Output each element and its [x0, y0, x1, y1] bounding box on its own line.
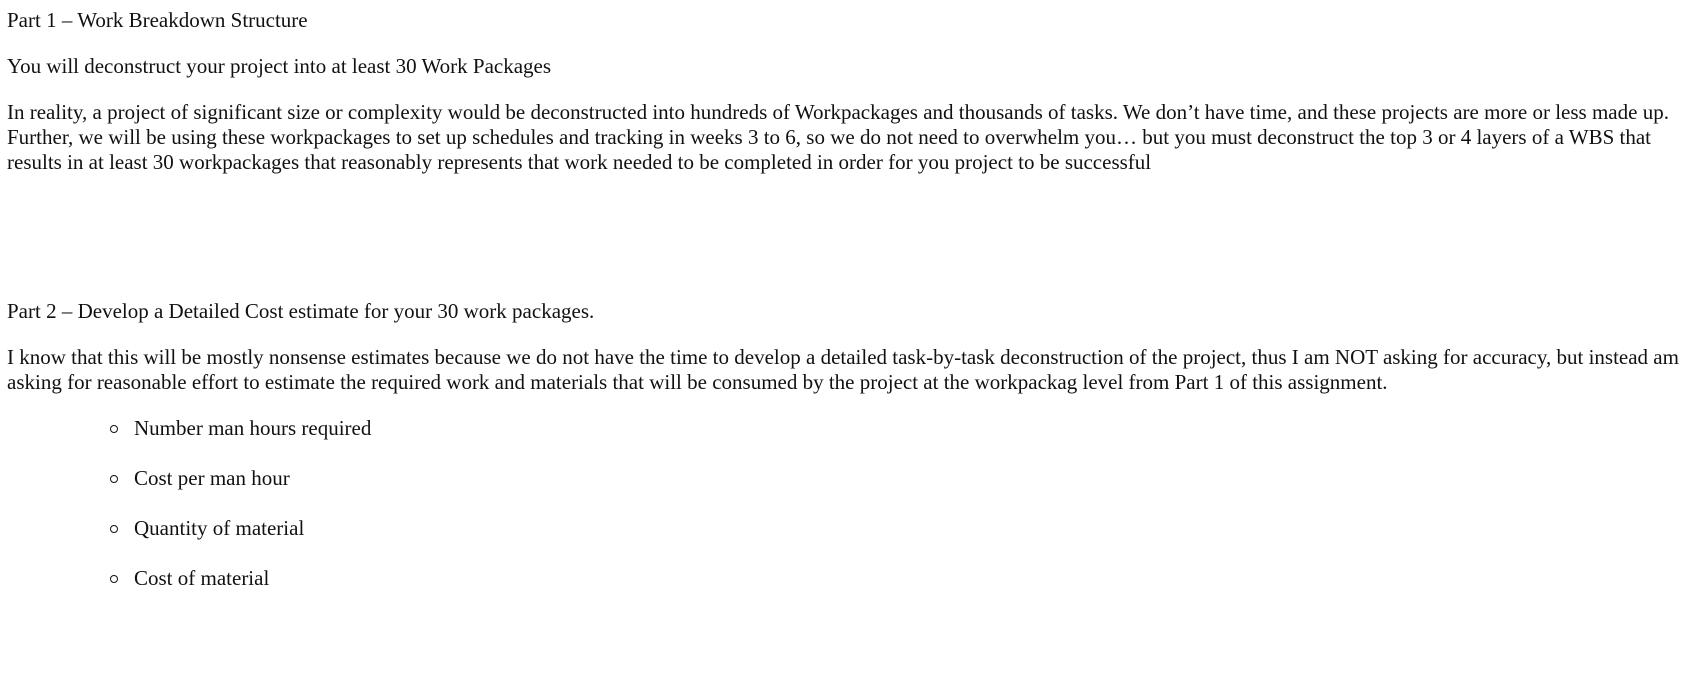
list-item-label: Cost of material: [134, 566, 270, 590]
part2-heading: Part 2 – Develop a Detailed Cost estimate for your 30 work packages.: [7, 299, 595, 323]
list-item-label: Number man hours required: [134, 416, 372, 440]
part1-subheading: You will deconstruct your project into at least 30 Work Packages: [7, 54, 552, 78]
list-item-label: Cost per man hour: [134, 466, 290, 490]
hollow-bullet-icon: [110, 525, 118, 533]
hollow-bullet-icon: [110, 475, 118, 483]
list-item: [104, 416, 1697, 441]
list-item: [104, 566, 1697, 591]
part2-paragraph: I know that this will be mostly nonsense estimates because we do not have the time to develop a detailed task-by-task deconstruction of the project, thus I am NOT asking for accuracy, but instead am asking for reasonable effort to estimate the required work and materials that will be consumed by the project at the workpackag level from Part 1 of this assignment.: [7, 345, 1679, 394]
list-item: [104, 516, 1697, 541]
list-item-label: Quantity of material: [134, 516, 305, 540]
hollow-bullet-icon: [110, 425, 118, 433]
part1-paragraph: In reality, a project of significant size or complexity would be deconstructed into hundreds of Workpackages and thousands of tasks. We don’t have time, and these projects are more or less made up. Further, we will be using these workpackages to set up schedules and tracking in weeks 3 to 6, so we do not need to overwhelm you… but you must deconstruct the top 3 or 4 layers of a WBS that results in at least 30 workpackages that reasonably represents that work needed to be completed in order for you project to be successful: [7, 100, 1669, 174]
part1-heading: Part 1 – Work Breakdown Structure: [7, 8, 308, 32]
hollow-bullet-icon: [110, 575, 118, 583]
estimate-items-list: [7, 416, 1697, 591]
section-spacer: [7, 196, 1697, 299]
list-item: [104, 466, 1697, 491]
